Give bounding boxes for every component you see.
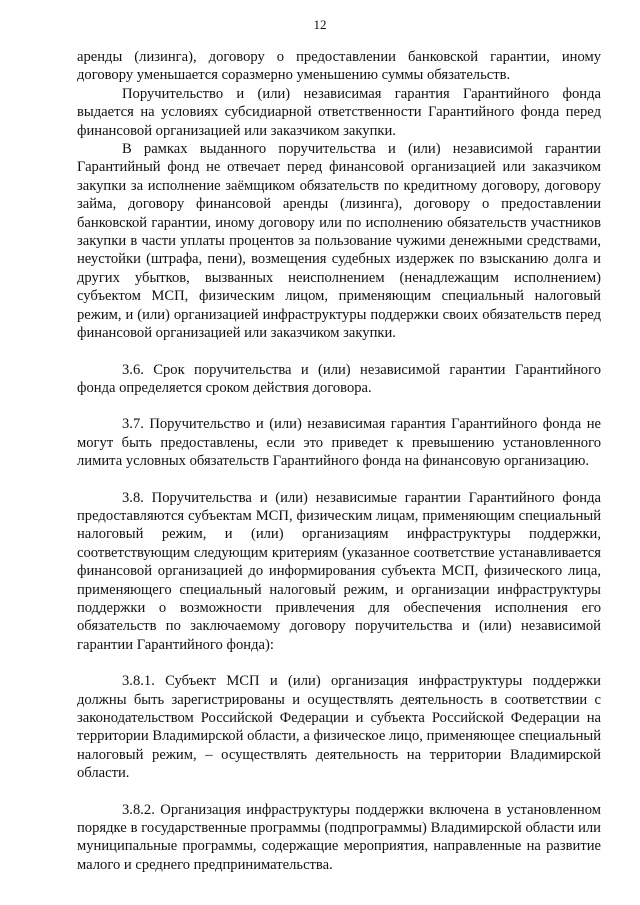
paragraph-3-6: 3.6. Срок поручительства и (или) независимой гарантии Гарантийного фонда определяется сроком действия договора.	[77, 361, 601, 396]
paragraph-subsidiary-liability: Поручительство и (или) независимая гарантия Гарантийного фонда выдается на условиях субсидиарной ответственности Гарантийного фонда перед финансовой организацией или заказчиком закупки.	[77, 85, 601, 139]
paragraph-fund-not-liable: В рамках выданного поручительства и (или) независимой гарантии Гарантийный фонд не отвечает перед финансовой организацией или заказчиком закупки за исполнение заёмщиком обязательств по кредитному договору, договору займа, договору финансовой аренды (лизинга), договору о предоставлении банковской гарантии, иному договору или по исполнению обязательств участников закупки в части уплаты процентов за пользование чужими денежными средствами, неустойки (штрафа, пени), возмещения судебных издержек по взысканию долга и других убытков, вызванных неисполнением (ненадлежащим исполнением) субъектом МСП, физическим лицом, применяющим специальный налоговый режим, и (или) организацией инфраструктуры поддержки своих обязательств перед финансовой организацией или заказчиком закупки.	[77, 141, 601, 342]
paragraph-3-8-2: 3.8.2. Организация инфраструктуры поддержки включена в установленном порядке в государственные программы (подпрограммы) Владимирской области или муниципальные программы, содержащие мероприятия, направленные на развитие малого и среднего предпринимательства.	[77, 801, 601, 873]
paragraph-3-8: 3.8. Поручительства и (или) независимые гарантии Гарантийного фонда предоставляются субъектам МСП, физическим лицам, применяющим специальный налоговый режим, и (или) организациям инфраструктуры поддержки, соответствующим следующим критериям (указанное соответствие устанавливается финансовой организацией до информирования субъекта МСП, физического лица, применяющего специальный налоговый режим, и организации инфраструктуры поддержки о возможности привлечения для обеспечения исполнения его обязательств по заключаемому договору поручительства и (или) независимой гарантии Гарантийного фонда):	[77, 489, 601, 653]
document-body	[77, 48, 601, 874]
paragraph-continuation: аренды (лизинга), договору о предоставлении банковской гарантии, иному договору уменьшается соразмерно уменьшению суммы обязательств.	[77, 49, 601, 84]
page-number: 12	[313, 17, 327, 32]
paragraph-3-7: 3.7. Поручительство и (или) независимая гарантия Гарантийного фонда не могут быть предоставлены, если это приведет к превышению установленного лимита условных обязательств Гарантийного фонда на финансовую организацию.	[77, 416, 601, 470]
paragraph-3-8-1: 3.8.1. Субъект МСП и (или) организация инфраструктуры поддержки должны быть зарегистрированы и осуществлять деятельность в соответствии с законодательством Российской Федерации и субъекта Российской Федерации на территории Владимирской области, а физическое лицо, применяющее специальный налоговый режим, – осуществлять деятельность на территории Владимирской области.	[77, 673, 601, 782]
